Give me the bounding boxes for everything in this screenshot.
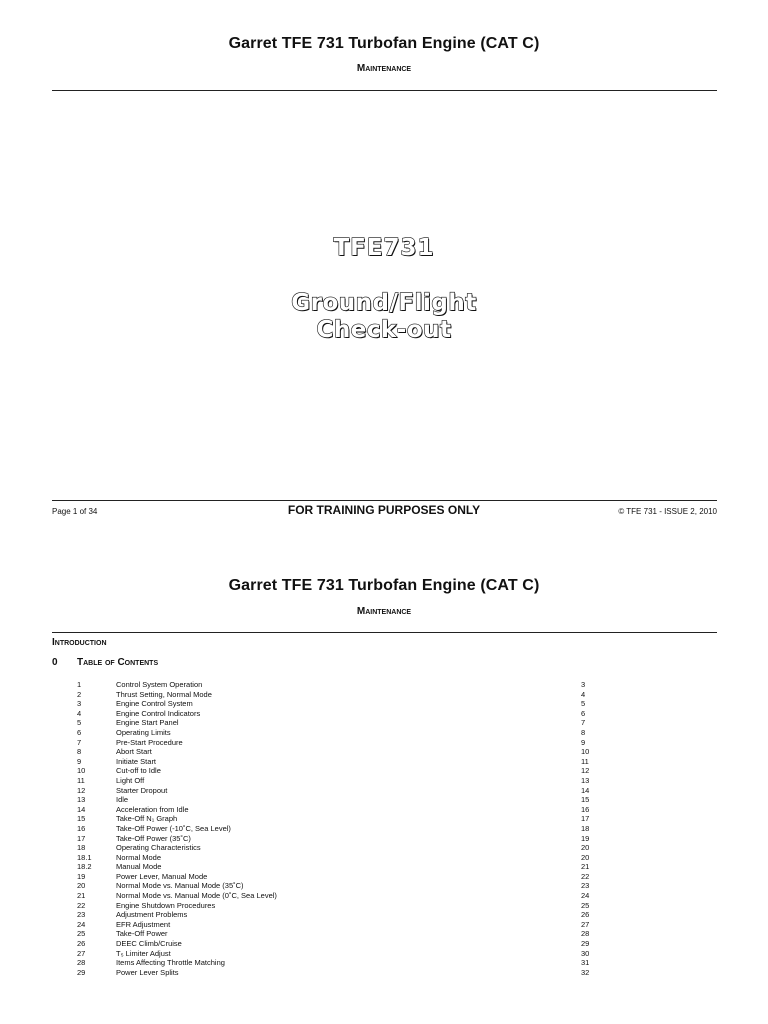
toc-entry[interactable] <box>0 881 768 891</box>
toc-entry-number: 14 <box>77 804 86 814</box>
toc-entry-number: 21 <box>77 891 86 901</box>
toc-entry-number: 1 <box>77 680 82 689</box>
toc-entry-title: EFR Adjustment <box>116 919 171 929</box>
toc-entry-page: 29 <box>581 939 590 949</box>
toc-entry-number: 7 <box>77 737 82 747</box>
toc-entry-title: Take-Off Power (-10˚C, Sea Level) <box>116 823 231 833</box>
toc-entry-page: 26 <box>581 910 590 920</box>
toc-entry[interactable] <box>0 786 768 796</box>
header-rule <box>52 90 717 91</box>
toc-entry-number: 25 <box>77 929 86 939</box>
toc-entry-title: Normal Mode <box>116 852 162 862</box>
toc-entry-number: 5 <box>77 718 82 728</box>
toc-entry-title: Pre-Start Procedure <box>116 737 183 747</box>
toc-entry[interactable] <box>0 920 768 930</box>
toc-entry-title: Initiate Start <box>116 756 157 766</box>
toc-entry-title: Engine Shutdown Procedures <box>116 900 216 910</box>
toc-entry-number: 22 <box>77 900 86 910</box>
toc-entry-number: 19 <box>77 871 86 881</box>
toc-entry-number: 27 <box>77 948 86 958</box>
toc-entry-page: 13 <box>581 775 590 785</box>
toc-entry-page: 30 <box>581 948 590 958</box>
toc-entry-title: Power Lever, Manual Mode <box>116 871 208 881</box>
toc-entry[interactable] <box>0 901 768 911</box>
toc-entry-page: 4 <box>581 689 586 699</box>
toc-entry[interactable] <box>0 862 768 872</box>
toc-heading <box>52 657 158 668</box>
toc-entry[interactable] <box>0 738 768 748</box>
toc-entry-title: Cut-off to Idle <box>116 766 161 776</box>
toc-entry[interactable] <box>0 718 768 728</box>
toc-entry[interactable] <box>0 728 768 738</box>
toc-entry[interactable] <box>0 680 768 690</box>
toc-entry-page: 8 <box>581 727 586 737</box>
toc-entry-number: 20 <box>77 881 86 891</box>
training-notice: FOR TRAINING PURPOSES ONLY <box>287 503 481 517</box>
toc-entry-title: DEEC Climb/Cruise <box>116 939 182 949</box>
toc-entry[interactable] <box>0 929 768 939</box>
toc-entry[interactable] <box>0 853 768 863</box>
toc-entry-number: 18.2 <box>77 862 92 872</box>
toc-entry-page: 19 <box>581 833 590 843</box>
document-subtitle: Maintenance <box>356 63 412 74</box>
toc-entry-page: 20 <box>581 852 590 862</box>
toc-entry[interactable] <box>0 747 768 757</box>
toc-entry-number: 12 <box>77 785 86 795</box>
cover-title: TFE731 <box>333 235 435 261</box>
toc-entry-title: Operating Characteristics <box>116 843 201 853</box>
toc-entry-page: 28 <box>581 929 590 939</box>
toc-entry-page: 23 <box>581 881 590 891</box>
toc-entry-page: 32 <box>581 967 590 977</box>
toc-entry-title: Idle <box>116 795 129 805</box>
toc-entry-page: 16 <box>581 804 590 814</box>
toc-entry-number: 4 <box>77 708 82 718</box>
toc-entry[interactable] <box>0 795 768 805</box>
toc-entry-number: 23 <box>77 910 86 920</box>
toc-entry-page: 3 <box>581 680 586 689</box>
toc-entry-page: 17 <box>581 814 590 824</box>
toc-entry[interactable] <box>0 872 768 882</box>
toc-entry[interactable] <box>0 824 768 834</box>
document-title: Garret TFE 731 Turbofan Engine (CAT C) <box>228 35 540 52</box>
toc-entry-page: 21 <box>581 862 590 872</box>
toc-entry-page: 6 <box>581 708 586 718</box>
toc-entry[interactable] <box>0 843 768 853</box>
toc-entry-title: Take-Off N₁ Graph <box>116 814 178 824</box>
toc-entry[interactable] <box>0 834 768 844</box>
toc-entry[interactable] <box>0 939 768 949</box>
toc-entry[interactable] <box>0 958 768 968</box>
toc-entry-title: Manual Mode <box>116 862 162 872</box>
header-rule <box>52 632 717 633</box>
toc-entry-number: 10 <box>77 766 86 776</box>
toc-entry-title: Take-Off Power (35˚C) <box>116 833 191 843</box>
toc-entry-page: 22 <box>581 871 590 881</box>
cover-subtitle-line-1: Ground/Flight <box>291 290 477 316</box>
section-heading: Introduction <box>52 637 107 648</box>
document-title: Garret TFE 731 Turbofan Engine (CAT C) <box>228 577 540 594</box>
toc-entry[interactable] <box>0 949 768 959</box>
toc-entry-number: 13 <box>77 795 86 805</box>
toc-entry-page: 27 <box>581 919 590 929</box>
toc-entry-page: 20 <box>581 843 590 853</box>
toc-entry-page: 11 <box>581 756 589 766</box>
toc-entry[interactable] <box>0 814 768 824</box>
toc-entry-title: Light Off <box>116 775 145 785</box>
toc-entry-page: 25 <box>581 900 590 910</box>
toc-entry-title: T₅ Limiter Adjust <box>116 948 171 958</box>
toc-entry-number: 8 <box>77 747 82 757</box>
toc-entry-page: 12 <box>581 766 590 776</box>
toc-entry-number: 6 <box>77 727 82 737</box>
toc-entry[interactable] <box>0 690 768 700</box>
toc-entry-number: 2 <box>77 689 82 699</box>
toc-entry[interactable] <box>0 891 768 901</box>
toc-entry[interactable] <box>0 910 768 920</box>
toc-heading-number: 0 <box>52 657 58 668</box>
toc-entry-title: Normal Mode vs. Manual Mode (0˚C, Sea Level) <box>116 891 277 901</box>
toc-entry-title: Adjustment Problems <box>116 910 188 920</box>
footer-rule <box>52 500 717 501</box>
toc-entry-number: 11 <box>77 775 85 785</box>
toc-entry-page: 5 <box>581 699 586 709</box>
toc-entry-page: 31 <box>581 958 590 968</box>
toc-entry[interactable] <box>0 805 768 815</box>
toc-entry-number: 18.1 <box>77 852 92 862</box>
toc-entry-title: Engine Start Panel <box>116 718 179 728</box>
toc-entry-title: Engine Control Indicators <box>116 708 201 718</box>
toc-entry-number: 29 <box>77 967 86 977</box>
toc-entry-title: Power Lever Splits <box>116 967 179 977</box>
toc-entry-page: 7 <box>581 718 586 728</box>
toc-entry-page: 18 <box>581 823 590 833</box>
toc-entry-page: 24 <box>581 891 590 901</box>
toc-entry-number: 3 <box>77 699 82 709</box>
toc-entry-number: 17 <box>77 833 86 843</box>
toc-entry[interactable] <box>0 766 768 776</box>
toc-entry-page: 9 <box>581 737 586 747</box>
toc-entry-title: Starter Dropout <box>116 785 168 795</box>
copyright: © TFE 731 - ISSUE 2, 2010 <box>618 507 717 516</box>
toc-entry-number: 15 <box>77 814 86 824</box>
toc-entry-page: 14 <box>581 785 590 795</box>
toc-entry-title: Engine Control System <box>116 699 193 709</box>
toc-entry-title: Operating Limits <box>116 727 171 737</box>
toc-entry-title: Acceleration from Idle <box>116 804 189 814</box>
toc-entry-title: Thrust Setting, Normal Mode <box>116 689 212 699</box>
page-2 <box>0 540 768 1024</box>
toc-entry-number: 18 <box>77 843 86 853</box>
toc-entry-number: 28 <box>77 958 86 968</box>
toc-entry-page: 15 <box>581 795 590 805</box>
toc-entry-number: 24 <box>77 919 86 929</box>
toc-entry-page: 10 <box>581 747 590 757</box>
toc-entry[interactable] <box>0 699 768 709</box>
toc-entry-title: Take-Off Power <box>116 929 168 939</box>
toc-entry-title: Items Affecting Throttle Matching <box>116 958 225 968</box>
toc-entry-title: Control System Operation <box>116 680 203 689</box>
page-number: Page 1 of 34 <box>52 507 98 516</box>
toc-entry-title: Normal Mode vs. Manual Mode (35˚C) <box>116 881 244 891</box>
toc-entry-number: 9 <box>77 756 82 766</box>
table-of-contents <box>0 680 768 977</box>
toc-entry[interactable] <box>0 709 768 719</box>
toc-entry[interactable] <box>0 757 768 767</box>
toc-entry-number: 26 <box>77 939 86 949</box>
cover-subtitle <box>0 290 768 344</box>
toc-entry[interactable] <box>0 776 768 786</box>
toc-heading-label: Table of Contents <box>77 657 159 668</box>
document-subtitle: Maintenance <box>356 606 412 617</box>
toc-entry-number: 16 <box>77 823 86 833</box>
toc-entry[interactable] <box>0 968 768 978</box>
cover-subtitle-line-2: Check-out <box>316 317 452 343</box>
toc-entry-title: Abort Start <box>116 747 152 757</box>
